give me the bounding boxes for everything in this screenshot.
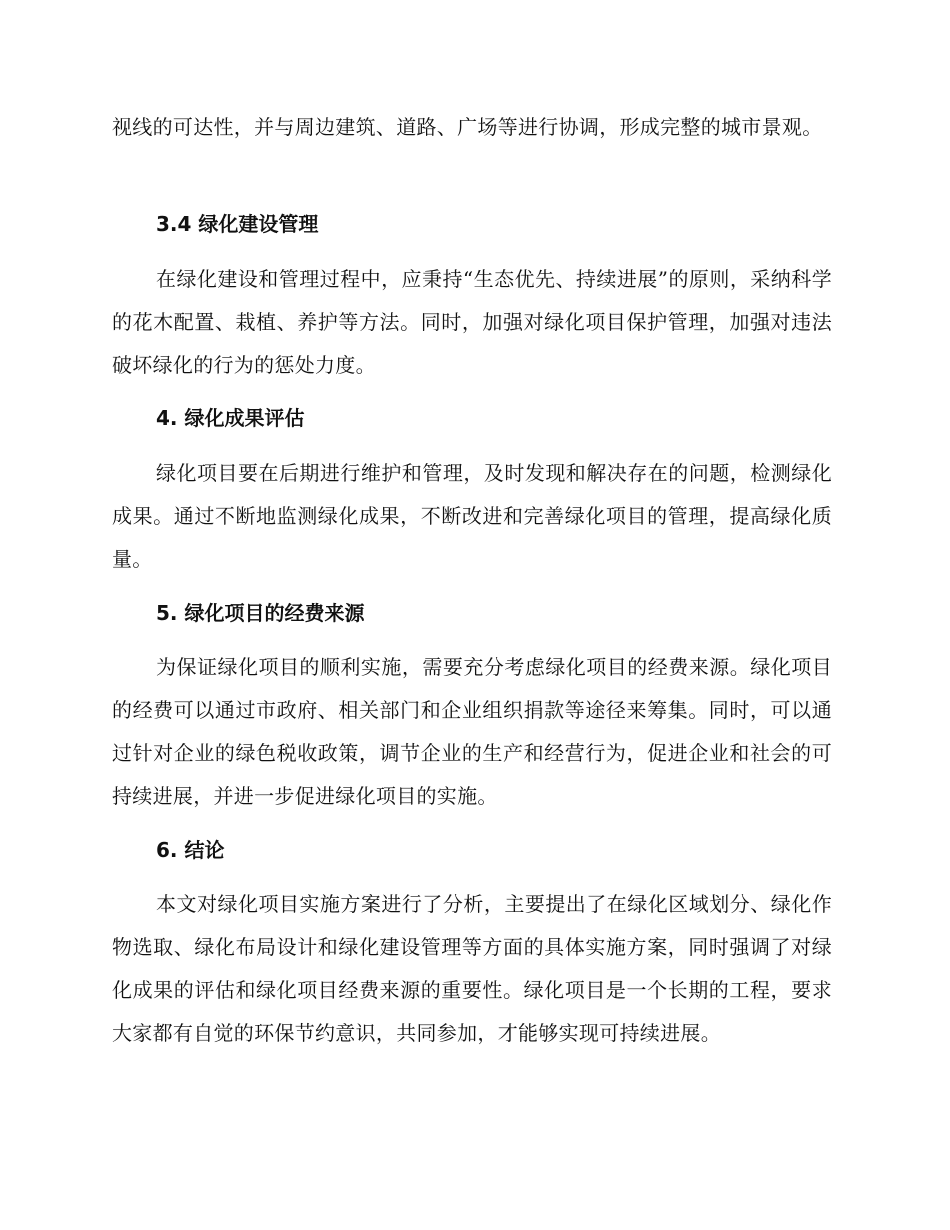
paragraph-4: 绿化项目要在后期进行维护和管理，及时发现和解决存在的问题，检测绿化成果。通过不断地监测绿化成果，不断改进和完善绿化项目的管理，提高绿化质量。 [112, 461, 832, 571]
section-heading-6: 6. 结论 [156, 838, 225, 862]
paragraph-6: 本文对绿化项目实施方案进行了分析，主要提出了在绿化区域划分、绿化作物选取、绿化布局设计和绿化建设管理等方面的具体实施方案，同时强调了对绿化成果的评估和绿化项目经费来源的重要性。绿化项目是一个长期的工程，要求大家都有自觉的环保节约意识，共同参加，才能够实现可持续进展。 [112, 892, 832, 1045]
paragraph-5: 为保证绿化项目的顺利实施，需要充分考虑绿化项目的经费来源。绿化项目的经费可以通过市政府、相关部门和企业组织捐款等途径来筹集。同时，可以通过针对企业的绿色税收政策，调节企业的生产和经营行为，促进企业和社会的可持续进展，并进一步促进绿化项目的实施。 [112, 655, 832, 808]
section-heading-4: 4. 绿化成果评估 [156, 406, 305, 430]
paragraph-3-4: 在绿化建设和管理过程中，应秉持“生态优先、持续进展”的原则，采纳科学的花木配置、栽植、养护等方法。同时，加强对绿化项目保护管理，加强对违法破坏绿化的行为的惩处力度。 [112, 267, 832, 377]
section-heading-5: 5. 绿化项目的经费来源 [156, 601, 365, 625]
paragraph-intro: 视线的可达性，并与周边建筑、道路、广场等进行协调，形成完整的城市景观。 [112, 115, 823, 139]
section-heading-3-4: 3.4 绿化建设管理 [156, 212, 319, 236]
